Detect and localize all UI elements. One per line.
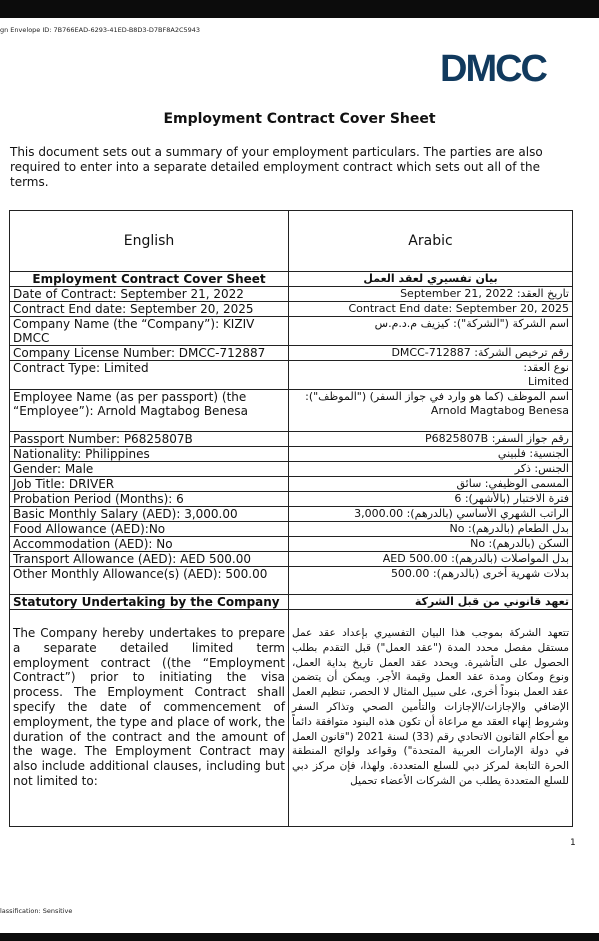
cell-english: Other Monthly Allowance(s) (AED): 500.00: [10, 567, 289, 595]
cell-arabic-text: بدل الطعام (بالدرهم): No: [449, 522, 569, 535]
cell-english: Date of Contract: September 21, 2022: [10, 287, 289, 302]
cell-arabic-text: الراتب الشهري الأساسي (بالدرهم): 3,000.00: [354, 507, 569, 520]
cell-arabic: [289, 447, 573, 462]
cell-arabic-text: المسمى الوظيفي: سائق: [456, 477, 569, 490]
cell-arabic-text: تاريخ العقد: September 21, 2022: [400, 287, 569, 300]
cell-english: Employee Name (as per passport) (the “Employee”): Arnold Magtabog Benesa: [10, 390, 289, 432]
cell-arabic-text: اسم الموظف (كما هو وارد في جواز السفر) ("الموظف"):: [305, 390, 569, 403]
cell-arabic-text: رقم ترخيص الشركة: DMCC-712887: [391, 346, 569, 359]
cell-arabic-text: بيان تفسيري لعقد العمل: [363, 272, 498, 285]
table-body: [10, 272, 573, 827]
cell-arabic: [289, 567, 573, 595]
table-row: [10, 522, 573, 537]
table-row: [10, 462, 573, 477]
cell-arabic: [289, 432, 573, 447]
cell-arabic: [289, 390, 573, 432]
header-arabic: Arabic: [289, 211, 573, 272]
intro-paragraph: This document sets out a summary of your employment particulars. The parties are also required to enter into a separate detailed employment contract which sets out all of the terms.: [10, 145, 543, 189]
table-header-row: [10, 211, 573, 272]
header-english: English: [10, 211, 289, 272]
top-frame-bar: [0, 0, 599, 18]
cell-arabic: [289, 287, 573, 302]
cell-english: Company License Number: DMCC-712887: [10, 346, 289, 361]
cell-arabic: [289, 361, 573, 390]
cell-arabic: [289, 346, 573, 361]
cell-english: Accommodation (AED): No: [10, 537, 289, 552]
cell-arabic-text: الجنس: ذكر: [514, 462, 569, 475]
docusign-envelope-id: gn Envelope ID: 7B766EAD-6293-41ED-B8D3-D7BF8A2C5943: [0, 26, 201, 34]
cell-english: Company Name (the “Company”): KIZIV DMCC: [10, 317, 289, 346]
cell-arabic: [289, 272, 573, 287]
cell-arabic-text: نوع العقد:: [523, 361, 569, 374]
cell-english: Nationality: Philippines: [10, 447, 289, 462]
table-row: [10, 432, 573, 447]
cell-english: Contract End date: September 20, 2025: [10, 302, 289, 317]
table-row: [10, 317, 573, 346]
cell-arabic-text: اسم الشركة ("الشركة"): كيزيف م.د.م.س: [374, 317, 569, 330]
cell-arabic-text: السكن (بالدرهم): No: [470, 537, 569, 550]
cell-arabic-text: رقم جواز السفر: P6825807B: [425, 432, 569, 445]
table-row: [10, 552, 573, 567]
table-row: [10, 447, 573, 462]
contract-summary-table: [9, 210, 573, 827]
table-row: [10, 477, 573, 492]
statutory-heading-row: [10, 595, 573, 610]
cell-arabic: [289, 522, 573, 537]
statutory-text-english: The Company hereby undertakes to prepare a separate detailed limited term employment contract ((the “Employment Contract”) prior to initiating the visa process. The Employment Contract shall specify the date of commencement of employment, the type and place of work, the duration of the contract and the amount of the wage. The Employment Contract may also include additional clauses, including but not limited to:: [13, 626, 285, 788]
table-row: [10, 302, 573, 317]
cell-english: Contract Type: Limited: [10, 361, 289, 390]
cell-english: Employment Contract Cover Sheet: [10, 272, 289, 287]
cell-arabic-text: بدل المواصلات (بالدرهم): AED 500.00: [382, 552, 569, 565]
cell-english: Basic Monthly Salary (AED): 3,000.00: [10, 507, 289, 522]
table-row: [10, 287, 573, 302]
cell-arabic-value: Limited: [527, 375, 569, 388]
page-title: Employment Contract Cover Sheet: [163, 111, 436, 127]
cell-english: Food Allowance (AED):No: [10, 522, 289, 537]
cell-english: Probation Period (Months): 6: [10, 492, 289, 507]
table-row: [10, 361, 573, 390]
cell-arabic: [289, 317, 573, 346]
table-row: [10, 390, 573, 432]
classification-label: lassification: Sensitive: [0, 907, 73, 915]
table-row: [10, 507, 573, 522]
cell-english: Job Title: DRIVER: [10, 477, 289, 492]
cell-arabic-text: فترة الاختبار (بالأشهر): 6: [454, 492, 569, 505]
cell-arabic: [289, 537, 573, 552]
cell-arabic-text: بدلات شهرية أخرى (بالدرهم): 500.00: [390, 567, 569, 580]
table-row: [10, 492, 573, 507]
table-row: [10, 567, 573, 595]
bottom-frame-bar: [0, 933, 599, 941]
table-row: [10, 346, 573, 361]
table-row: [10, 537, 573, 552]
cell-arabic: [289, 507, 573, 522]
cell-english: Gender: Male: [10, 462, 289, 477]
cell-arabic-value: Arnold Magtabog Benesa: [430, 404, 569, 417]
cell-english: Passport Number: P6825807B: [10, 432, 289, 447]
page-number: 1: [570, 838, 576, 848]
cell-english: Transport Allowance (AED): AED 500.00: [10, 552, 289, 567]
dmcc-logo: DMCC: [440, 48, 546, 90]
cell-arabic: [289, 552, 573, 567]
cell-arabic-text: الجنسية: فلبيني: [497, 447, 569, 460]
statutory-heading-arabic: تعهد قانوني من قبل الشركة: [289, 595, 573, 610]
cell-arabic: [289, 462, 573, 477]
cell-arabic: [289, 302, 573, 317]
cell-arabic: [289, 477, 573, 492]
statutory-heading-english: Statutory Undertaking by the Company: [10, 595, 289, 610]
statutory-text-arabic: تتعهد الشركة بموجب هذا البيان التفسيري بإعداد عقد عمل مستقل مفصل محدد المدة ("عقد العمل") قبل التقدم بطلب الحصول على التأشيرة. ويحدد عقد العمل تاريخ بداية العمل، ونوع ومكان ومدة عقد العمل وقيمة الأجر. ويمكن أن يتضمن عقد العمل بنوداً أخرى، على سبيل المثال لا الحصر، تنظيم العمل الإضافي والإجازات/الإجازات والتأمين الصحي وتذاكر السفر وشروط إنهاء العقد مع مراعاة أن تكون هذه البنود متوافقة دائماً مع أحكام القانون الاتحادي رقم (33) لسنة 2021 ("قانون العمل في دولة الإمارات العربية المتحدة") وقواعد ولوائح المنطقة الحرة التابعة لمركز دبي للسلع المتعددة. ولهذا، فإن مركز دبي للسلع المتعددة يطلب من الشركات الأعضاء تحميل: [292, 627, 569, 787]
statutory-text-row: [10, 610, 573, 827]
table-row: [10, 272, 573, 287]
cell-arabic-text: Contract End date: September 20, 2025: [348, 302, 569, 315]
cell-arabic: [289, 492, 573, 507]
